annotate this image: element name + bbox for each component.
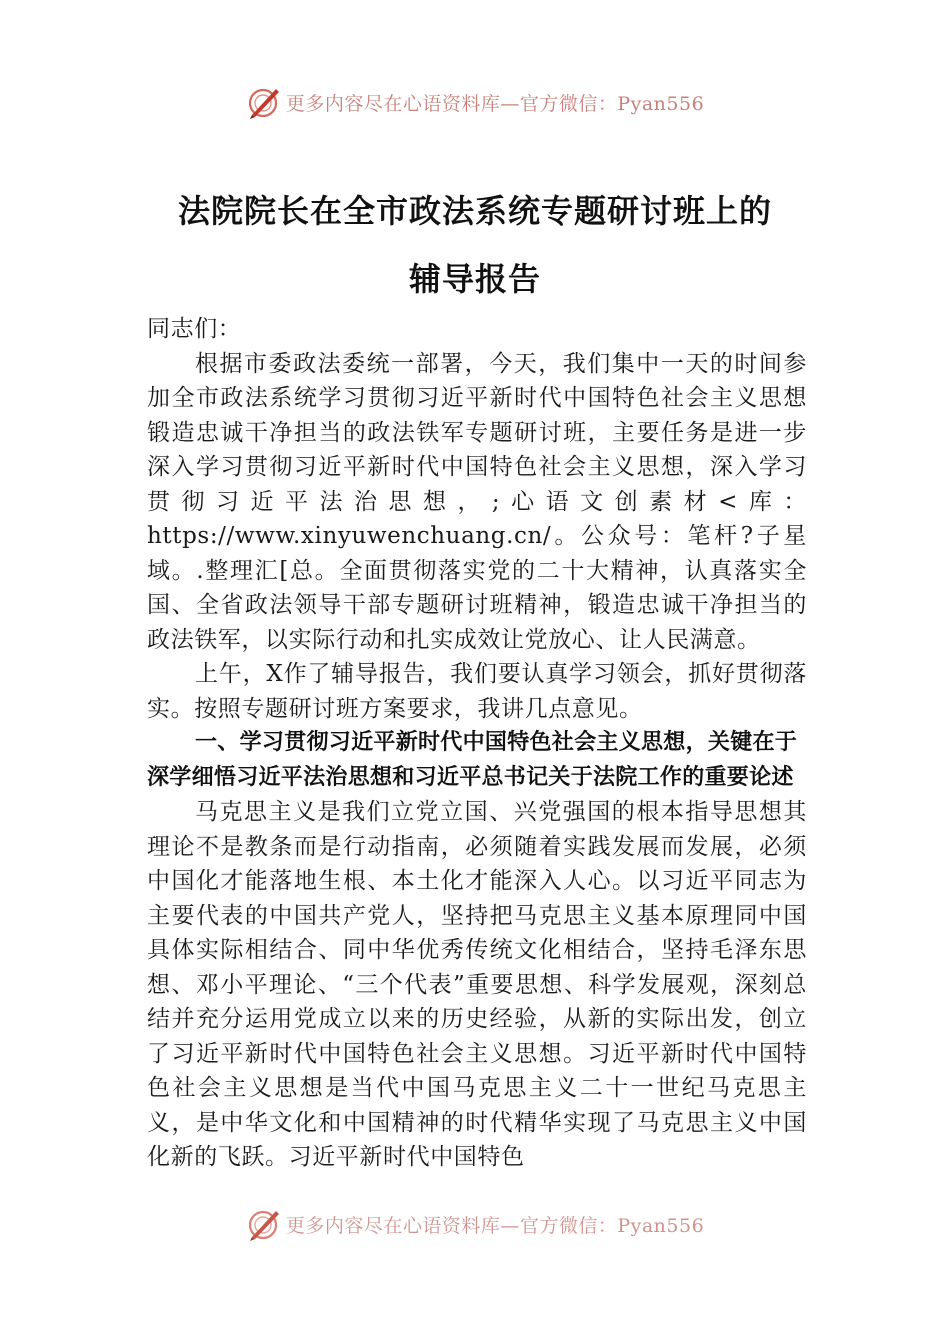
salutation: 同志们： (147, 316, 242, 342)
pen-logo-icon (246, 84, 282, 120)
document-title-line-1: 法院院长在全市政法系统专题研讨班上的 (177, 192, 772, 230)
paragraph-3: 马克思主义是我们立党立国、兴党强国的根本指导思想其理论不是教条而是行动指南，必须随着实践发展而发展，必须中国化才能落地生根、本土化才能深入人心。以习近平同志为主要代表的中国共产党人，坚持把马克思主义基本原理同中国具体实际相结合、同中华优秀传统文化相结合，坚持毛泽东思想、邓小平理论、“三个代表”重要思想、科学发展观，深刻总结并充分运用党成立以来的历史经验，从新的实际出发，创立了习近平新时代中国特色社会主义思想。习近平新时代中国特色社会主义思想是当代中国马克思主义二十一世纪马克思主义，是中华文化和中国精神的时代精华实现了马克思主义中国化新的飞跃。习近平新时代中国特色 (147, 799, 807, 1170)
document-title-line-2: 辅导报告 (408, 260, 541, 298)
document-body (147, 312, 807, 1175)
paragraph-2: 上午，X作了辅导报告，我们要认真学习领会，抓好贯彻落实。按照专题研讨班方案要求，我讲几点意见。 (147, 661, 807, 722)
watermark-text: 更多内容尽在心语资料库—官方微信：Pyan556 (285, 1214, 705, 1237)
paragraph-1: 根据市委政法委统一部署，今天，我们集中一天的时间参加全市政法系统学习贯彻习近平新时代中国特色社会主义思想锻造忠诚干净担当的政法铁军专题研讨班，主要任务是进一步深入学习贯彻习近平新时代中国特色社会主义思想，深入学习贯彻习近平法治思想，;心语文创素材<库：https://www.xinyuwenchuang.cn/。公众号：笔杆?子星域。.整理汇[总。全面贯彻落实党的二十大精神，认真落实全国、全省政法领导干部专题研讨班精神，锻造忠诚干净担当的政法铁军，以实际行动和扎实成效让党放心、让人民满意。 (147, 350, 807, 653)
watermark-banner-bottom (0, 1204, 950, 1244)
section-heading-1: 一、学习贯彻习近平新时代中国特色社会主义思想，关键在于深学细悟习近平法治思想和习近平总书记关于法院工作的重要论述 (147, 730, 798, 790)
watermark-text: 更多内容尽在心语资料库—官方微信：Pyan556 (285, 92, 705, 115)
pen-logo-icon (246, 1206, 282, 1242)
watermark-banner-top (0, 82, 950, 122)
